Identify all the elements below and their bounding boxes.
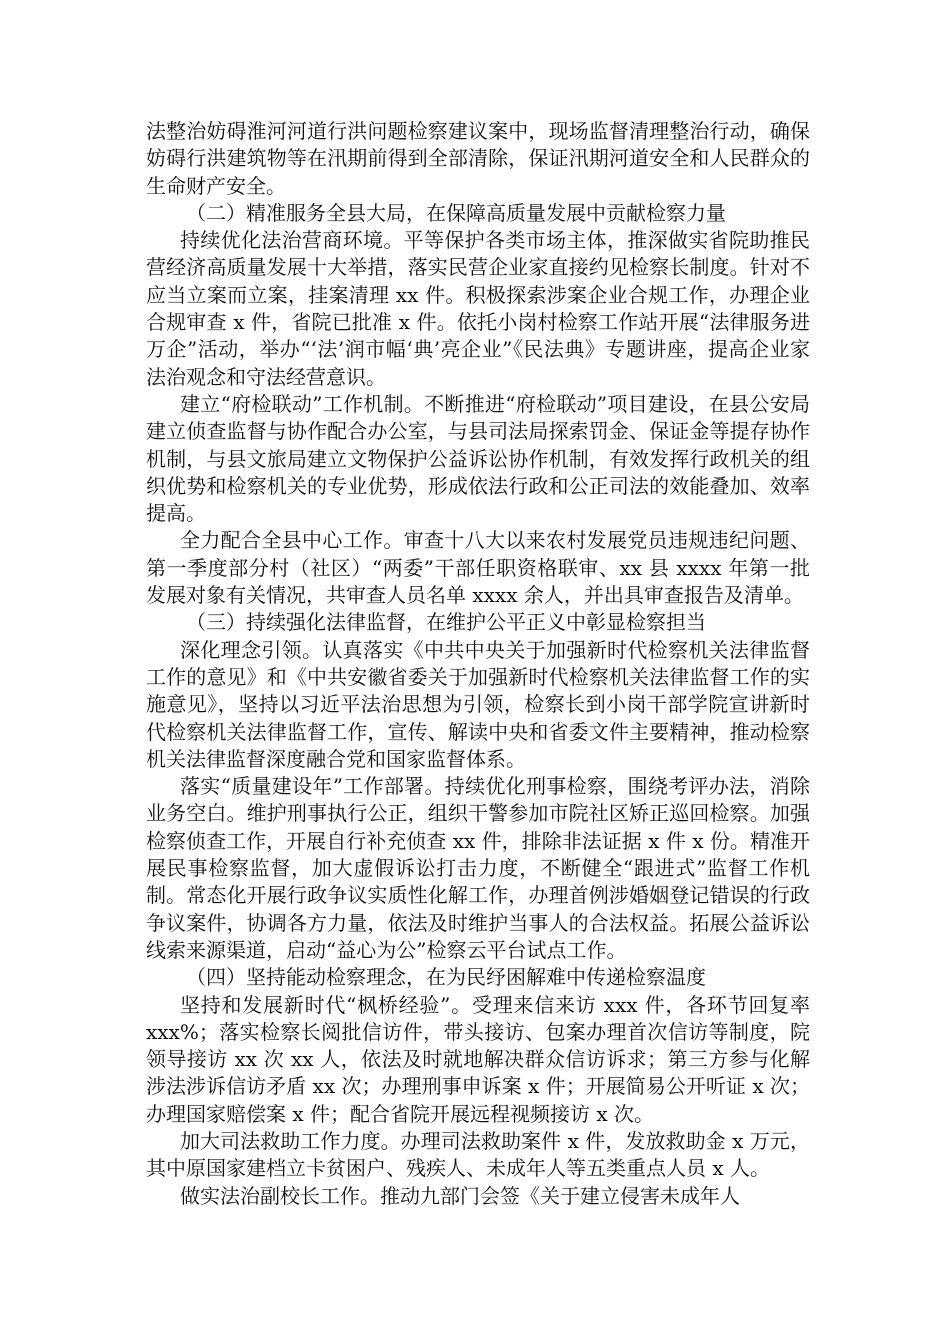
paragraph-business-environment: 持续优化法治营商环境。平等保护各类市场主体，推深做实省院助推民营经济高质量发展十大举措，落实民营企业家直接约见检察长制度。针对不应当立案而立案，挂案清理 xx 件。积极探索涉案企业合规工作，办理企业合规审查 x 件，省院已批准 x 件。依托小岗村检察工作站开展“法律服务进万企”活动，举办“‘法’润市幅‘典’亮企业”《民法典》专题讲座，提高企业家法治观念和守法经营意识。 <box>146 228 810 389</box>
section-heading-3: （三）持续强化法律监督，在维护公平正义中彰显检察担当 <box>186 610 706 635</box>
paragraph-county-central-work: 全力配合全县中心工作。审查十八大以来农村发展党员违规违纪问题、第一季度部分村（社区）“两委”干部任职资格联审、xx 县 xxxx 年第一批发展对象有关情况，共审查人员名单 xxxx 余人，并出具审查报告及清单。 <box>146 528 810 608</box>
paragraph-judicial-assistance: 加大司法救助工作力度。办理司法救助案件 x 件，发放救助金 x 万元，其中原国家建档立卡贫困户、残疾人、未成年人等五类重点人员 x 人。 <box>146 1128 810 1181</box>
paragraph-fengqiao-experience: 坚持和发展新时代“枫桥经验”。受理来信来访 xxx 件，各环节回复率 xxx%；落实检察长阅批信访件，带头接访、包案办理首次信访等制度，院领导接访 xx 次 xx 人，依法及时就地解决群众信访诉求；第三方参与化解涉法涉诉信访矛盾 xx 次；办理刑事申诉案 x 件；开展简易公开听证 x 次；办理国家赔偿案 x 件；配合省院开展远程视频接访 x 次。 <box>146 992 810 1126</box>
paragraph-quality-year: 落实“质量建设年”工作部署。持续优化刑事检察，围绕考评办法，消除业务空白。维护刑事执行公正，组织干警参加市院社区矫正巡回检察。加强检察侦查工作，开展自行补充侦查 xx 件，排除非法证据 x 件 x 份。精准开展民事检察监督，加大虚假诉讼打击力度，不断健全“跟进式”监督工作机制。常态化开展行政争议实质性化解工作，办理首例涉婚姻登记错误的行政争议案件，协调各方力量，依法及时维护当事人的合法权益。拓展公益诉讼线索来源渠道，启动“益心为公”检察云平台试点工作。 <box>146 774 810 962</box>
document-page <box>146 118 810 1210</box>
paragraph-flood-control: 法整治妨碍淮河河道行洪问题检察建议案中，现场监督清理整治行动，确保妨碍行洪建筑物等在汛期前得到全部清除，保证汛期河道安全和人民群众的生命财产安全。 <box>146 119 810 198</box>
paragraph-concept-guidance: 深化理念引领。认真落实《中共中央关于加强新时代检察机关法律监督工作的意见》和《中共安徽省委关于加强新时代检察机关法律监督工作的实施意见》，坚持以习近平法治思想为引领，检察长到小岗干部学院宣讲新时代检察机关法律监督工作，宣传、解读中央和省委文件主要精神，推动检察机关法律监督深度融合党和国家监督体系。 <box>146 637 810 771</box>
section-heading-2: （二）精准服务全县大局，在保障高质量发展中贡献检察力量 <box>186 200 726 225</box>
paragraph-legal-vice-principal: 做实法治副校长工作。推动九部门会签《关于建立侵害未成年人 <box>180 1183 740 1208</box>
paragraph-government-procuratorate-linkage: 建立“府检联动”工作机制。不断推进“府检联动”项目建设，在县公安局建立侦查监督与协作配合办公室，与县司法局探索罚金、保证金等提存协作机制，与县文旅局建立文物保护公益诉讼协作机制，有效发挥行政机关的组织优势和检察机关的专业优势，形成依法行政和公正司法的效能叠加、效率提高。 <box>146 391 810 526</box>
section-heading-4: （四）坚持能动检察理念，在为民纾困解难中传递检察温度 <box>186 965 706 990</box>
